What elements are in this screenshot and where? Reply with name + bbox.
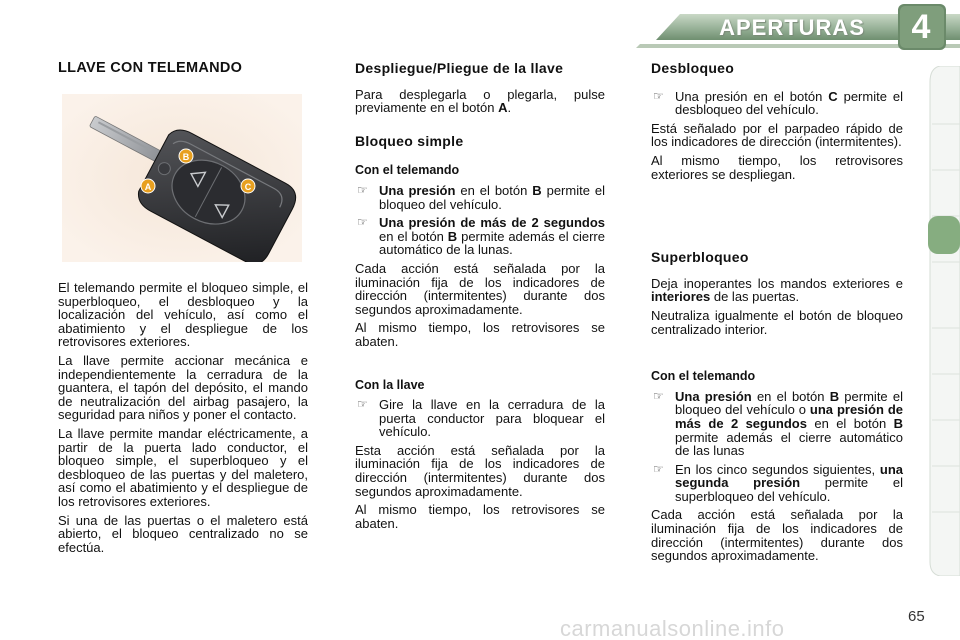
pointing-hand-icon: ☞ [653, 88, 664, 103]
paragraph: Si una de las puertas o el maletero está abierto, el bloqueo centralizado no se efectúa. [58, 512, 308, 555]
paragraph: El telemando permite el bloqueo simple, el superbloqueo, el desbloqueo y la localización del vehículo, así como el abatimiento y el despliegue de los retrovisores exteriores. [58, 280, 308, 350]
page-number: 65 [908, 608, 925, 625]
pointing-hand-icon: ☞ [653, 461, 664, 476]
paragraph: Está señalado por el parpadeo rápido de los indicadores de dirección (intermitentes). [651, 120, 903, 150]
list-item: ☞ Gire la llave en la cerradura de la puerta conductor para bloquear el vehículo. [357, 397, 605, 440]
right-column [651, 62, 903, 568]
key-remote-illustration [62, 94, 302, 262]
label-a [141, 179, 155, 193]
paragraph: Al mismo tiempo, los retrovisores se abaten. [355, 320, 605, 349]
section-title-llave: LLAVE CON TELEMANDO [58, 60, 243, 76]
section-title-superbloqueo: Superbloqueo [651, 249, 749, 266]
section-title-bloqueo: Bloqueo simple [355, 132, 464, 149]
paragraph: Al mismo tiempo, los retrovisores se abaten. [355, 502, 605, 531]
paragraph: Neutraliza igualmente el botón de bloqueo centralizado interior. [651, 307, 903, 337]
section-title-desbloqueo: Desbloqueo [651, 60, 735, 76]
label-c [241, 179, 255, 193]
left-column [58, 62, 308, 76]
subtitle-telemando: Con el telemando [355, 163, 460, 178]
middle-column [355, 62, 605, 535]
label-b [179, 149, 193, 163]
pointing-hand-icon: ☞ [357, 182, 368, 197]
svg-text:B: B [182, 152, 190, 162]
list-item: ☞ Una presión de más de 2 segundos en el botón B permite además el cierre automático de la lunas. [357, 215, 605, 258]
paragraph: Al mismo tiempo, los retrovisores exteriores se despliegan. [651, 152, 903, 182]
paragraph: Deja inoperantes los mandos exteriores e interiores de las puertas. [651, 275, 903, 305]
subtitle-llave: Con la llave [355, 377, 425, 392]
pointing-hand-icon: ☞ [357, 397, 368, 412]
section-title-despliegue: Despliegue/Pliegue de la llave [355, 60, 564, 76]
paragraph: Para desplegarla o plegarla, pulse previamente en el botón A. [355, 86, 605, 116]
paragraph: Cada acción está señalada por la iluminación fija de los indicadores de dirección (intermitentes) durante dos segundos aproximadamente. [651, 507, 903, 564]
chapter-tabs [926, 66, 960, 576]
page-title: APERTURAS [719, 15, 865, 40]
svg-text:A: A [144, 182, 152, 192]
active-chapter-tab [928, 216, 960, 254]
paragraph: La llave permite accionar mecánica e independientemente la cerradura de la guantera, el tapón del depósito, el mando de neutralización del airbag pasajero, la seguridad para niños y poner el contacto. [58, 352, 308, 423]
list-item: ☞ Una presión en el botón C permite el desbloqueo del vehículo. [653, 88, 903, 118]
chapter-number: 4 [911, 8, 931, 46]
pointing-hand-icon: ☞ [357, 215, 368, 230]
paragraph: Esta acción está señalada por la iluminación fija de los indicadores de dirección (intermitentes) durante dos segundos aproximadamente. [355, 442, 605, 499]
list-item: ☞ Una presión en el botón B permite el bloqueo del vehículo. [357, 182, 605, 212]
watermark: carmanualsonline.info [560, 616, 785, 640]
list-item: ☞ Una presión en el botón B permite el bloqueo del vehículo o una presión de más de 2 segundos en el botón B permite además el cierre automático de las lunas [653, 388, 903, 459]
left-text [58, 281, 308, 559]
list-item: ☞ En los cinco segundos siguientes, una segunda presión permite el superbloqueo del vehículo. [653, 461, 903, 504]
paragraph: La llave permite mandar eléctricamente, a partir de la puerta lado conductor, el bloqueo simple, el superbloqueo y el desbloqueo de las puertas y del maletero, así como el abatimiento y el despliegue de los retrovisores exteriores. [58, 425, 308, 509]
pointing-hand-icon: ☞ [653, 388, 664, 403]
subtitle-telemando-super: Con el telemando [651, 369, 756, 384]
svg-text:C: C [244, 182, 252, 192]
paragraph: Cada acción está señalada por la iluminación fija de los indicadores de dirección (intermitentes) durante dos segundos aproximadamente. [355, 260, 605, 317]
